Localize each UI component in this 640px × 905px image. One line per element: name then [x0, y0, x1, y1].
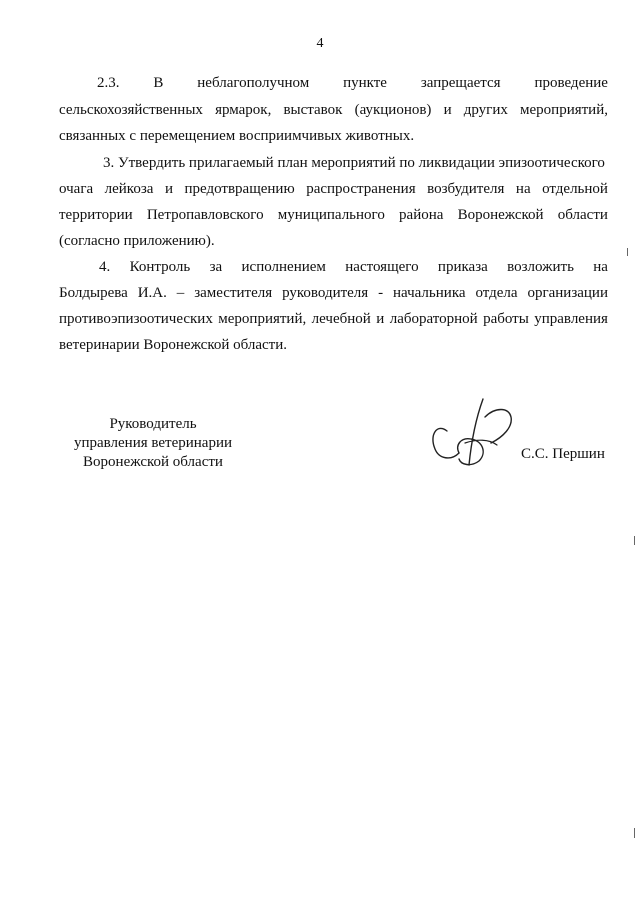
- handwritten-signature: [425, 393, 525, 473]
- word: лабораторной: [389, 311, 478, 327]
- word: отдельной: [542, 181, 608, 197]
- position-line-2: управления ветеринарии: [73, 435, 233, 451]
- item-4-line-2: [59, 284, 608, 302]
- scan-speck: [627, 248, 628, 256]
- word: и: [164, 181, 173, 197]
- word: территории: [59, 207, 133, 223]
- word: настоящего: [345, 259, 419, 275]
- signatory-position: [58, 415, 248, 472]
- word: запрещается: [420, 75, 501, 91]
- item-3-line-1: 3. Утвердить прилагаемый план мероприятий по ликвидации эпизоотического: [103, 155, 605, 171]
- word: муниципального: [277, 207, 385, 223]
- word: на: [515, 181, 531, 197]
- word: распространения: [306, 181, 416, 197]
- item-4-line-3: [59, 310, 608, 328]
- item-2-3-line-3: связанных с перемещением восприимчивых животных.: [59, 128, 415, 144]
- word: отдела: [475, 285, 518, 301]
- word: начальника: [393, 285, 466, 301]
- word: проведение: [534, 75, 608, 91]
- word: мероприятий,: [218, 311, 307, 327]
- word: на: [593, 259, 608, 275]
- word: лейкоза: [104, 181, 154, 197]
- word: неблагополучном: [197, 75, 310, 91]
- word: очага: [59, 181, 94, 197]
- word: пункте: [343, 75, 387, 91]
- word: ярмарок,: [215, 102, 272, 118]
- word: сельскохозяйственных: [59, 102, 203, 118]
- word: управления: [534, 311, 608, 327]
- item-4-line-4: ветеринарии Воронежской области.: [59, 337, 288, 353]
- word: и: [376, 311, 385, 327]
- page-number: 4: [316, 36, 324, 51]
- word: 2.3.: [97, 75, 120, 91]
- word: работы: [483, 311, 529, 327]
- word: приказа: [437, 259, 488, 275]
- scan-speck: [634, 536, 635, 545]
- word: (аукционов): [354, 102, 432, 118]
- word: района: [399, 207, 444, 223]
- word: 4.: [99, 259, 111, 275]
- word: заместителя: [194, 285, 273, 301]
- scan-speck: [634, 828, 635, 838]
- item-4-line-1: [99, 258, 608, 276]
- word: В: [153, 75, 164, 91]
- item-3-line-2: [59, 180, 608, 198]
- word: за: [209, 259, 223, 275]
- word: Контроль: [129, 259, 191, 275]
- word: выставок: [283, 102, 343, 118]
- word: -: [378, 285, 384, 301]
- word: Петропавловского: [146, 207, 264, 223]
- position-line-3: Воронежской области: [83, 454, 223, 470]
- word: области: [557, 207, 608, 223]
- position-line-1: Руководитель: [109, 416, 197, 432]
- word: руководителя: [282, 285, 369, 301]
- signer-name: С.С. Першин: [521, 446, 605, 462]
- word: исполнением: [241, 259, 326, 275]
- word: противоэпизоотических: [59, 311, 213, 327]
- word: и: [443, 102, 452, 118]
- word: возбудителя: [427, 181, 505, 197]
- word: И.А.: [137, 285, 167, 301]
- word: возложить: [507, 259, 574, 275]
- word: лечебной: [311, 311, 371, 327]
- item-2-3-line-1: [97, 74, 608, 92]
- word: –: [176, 285, 185, 301]
- item-3-line-4: (согласно приложению).: [59, 233, 215, 249]
- word: мероприятий,: [520, 102, 608, 118]
- word: других: [463, 102, 508, 118]
- item-3-line-3: [59, 206, 608, 224]
- word: Воронежской: [457, 207, 544, 223]
- item-2-3-line-2: [59, 101, 608, 119]
- word: организации: [527, 285, 608, 301]
- word: предотвращению: [184, 181, 295, 197]
- word: Болдырева: [59, 285, 128, 301]
